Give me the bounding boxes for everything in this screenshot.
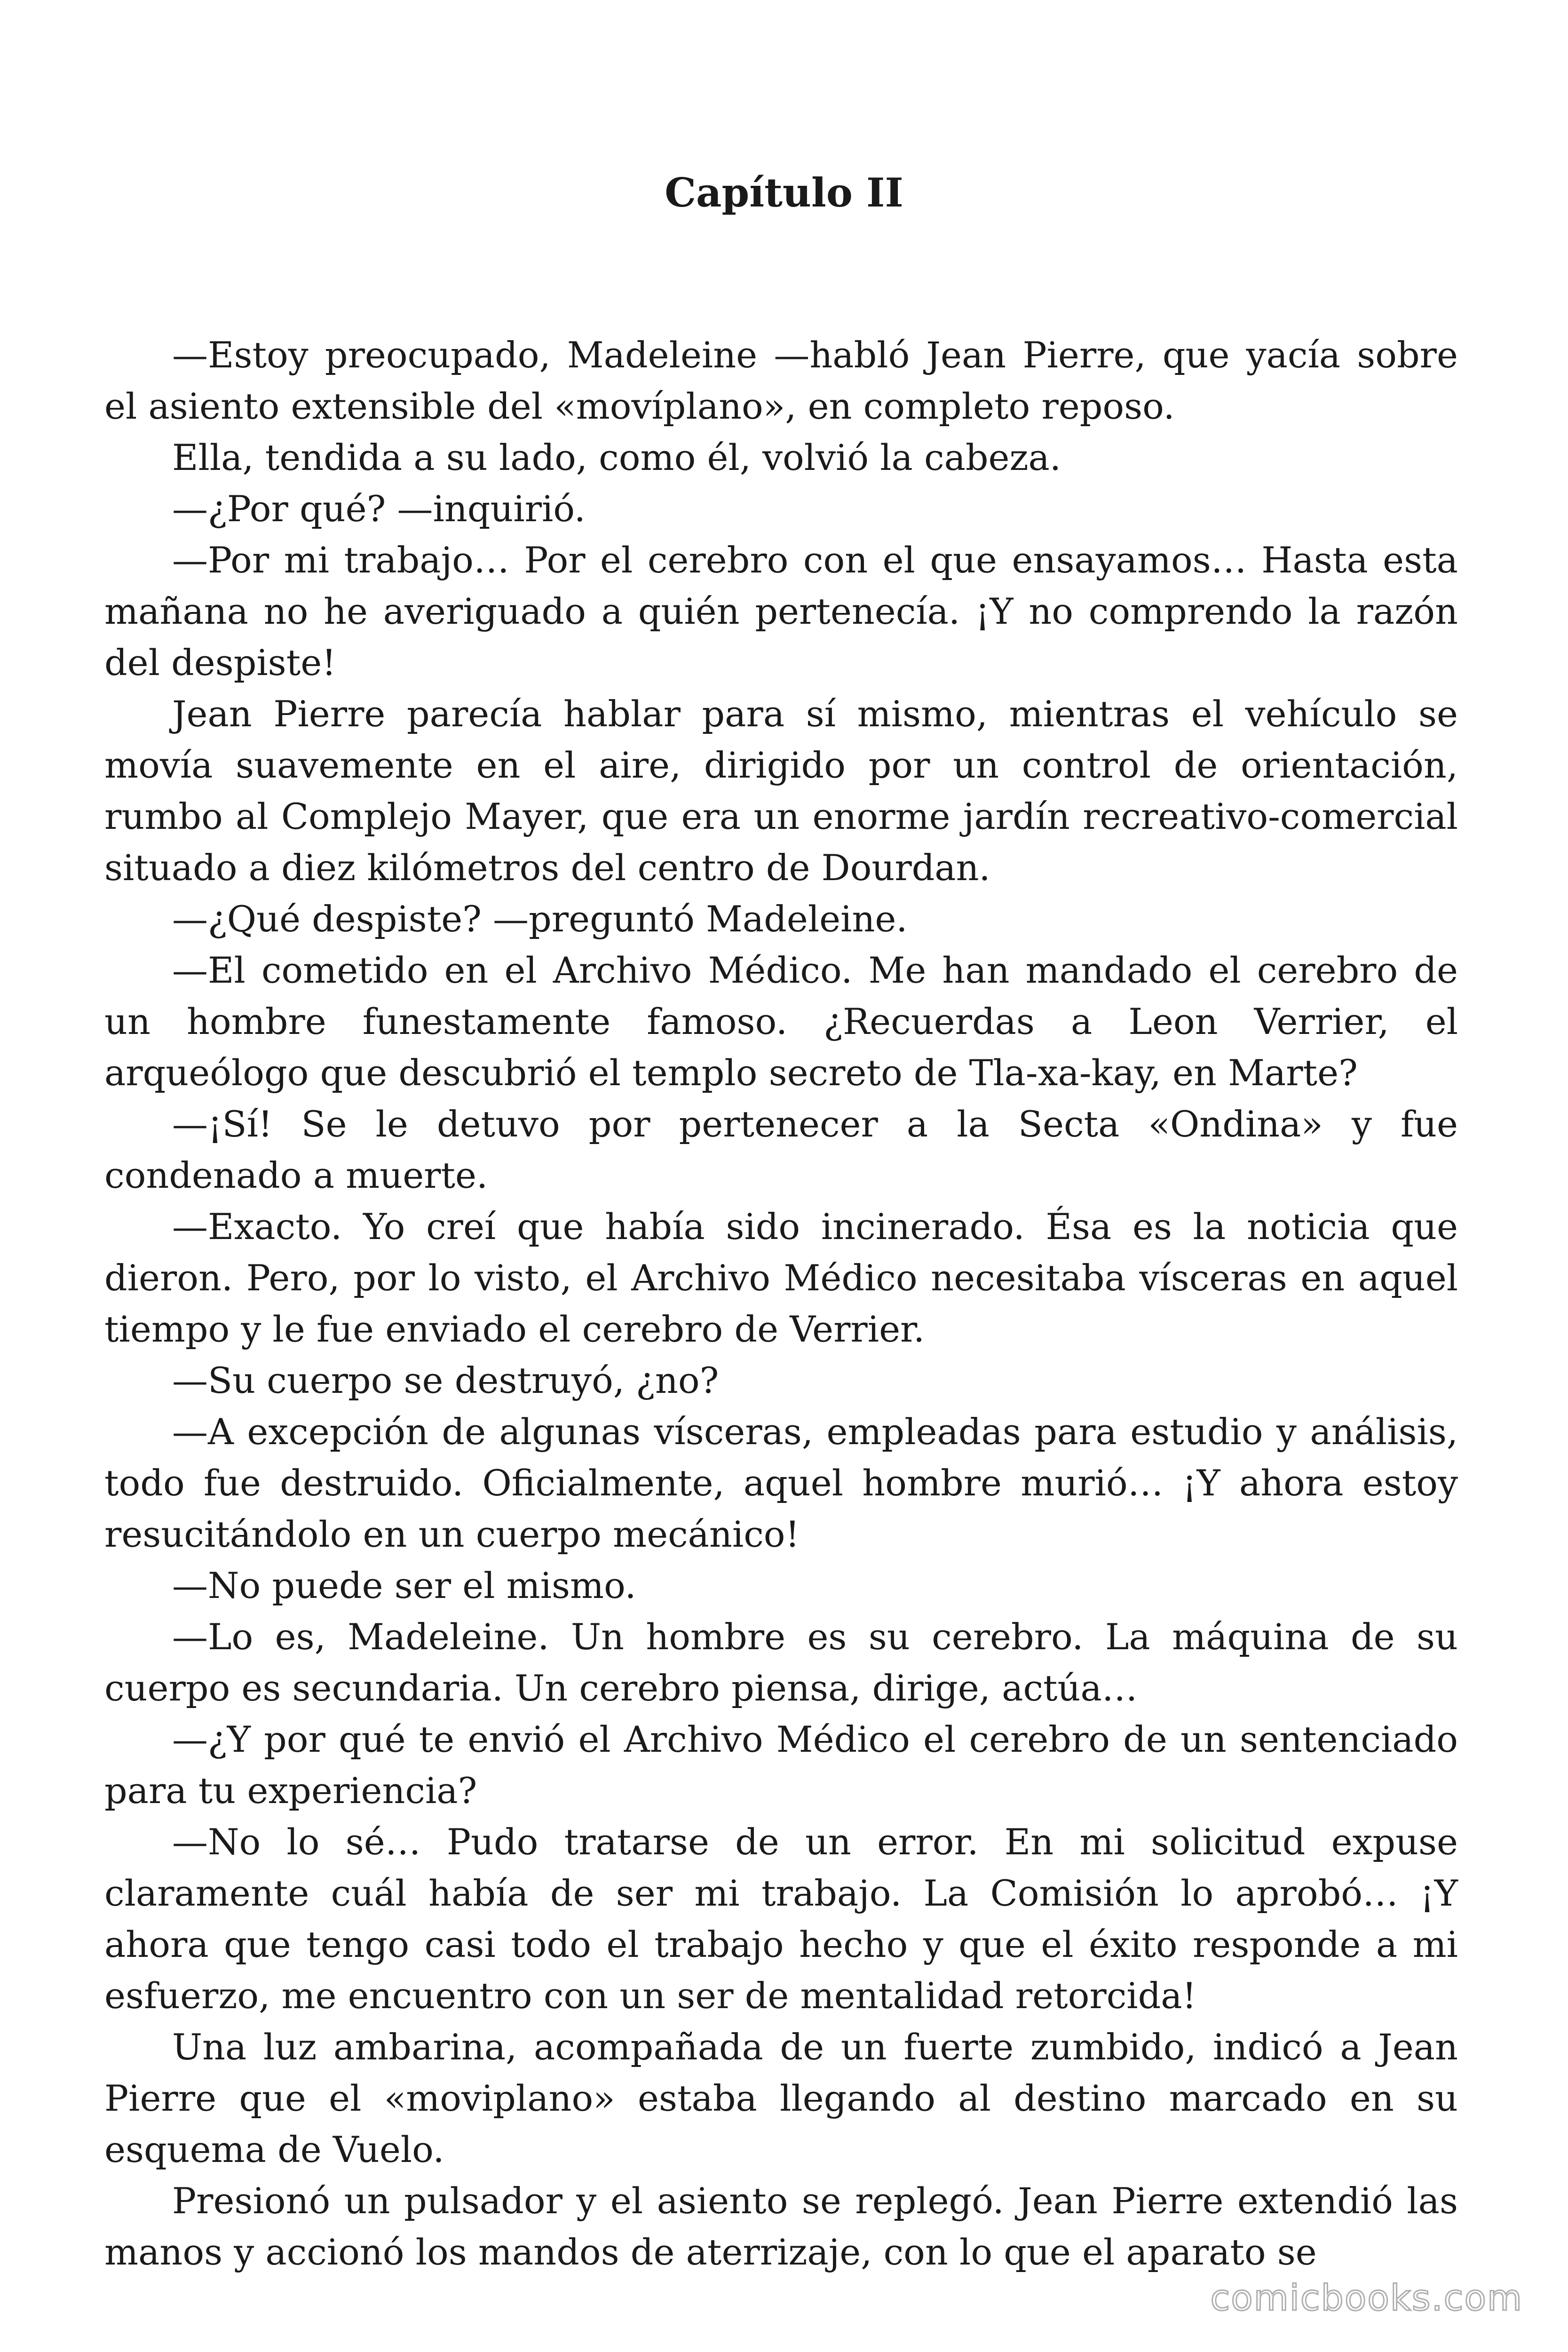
watermark: comicbooks.com xyxy=(1210,2277,1523,2319)
paragraph: —¿Por qué? —inquirió. xyxy=(172,488,586,530)
paragraph: —Exacto. Yo creí que había sido incinerado. Ésa es la noticia que dieron. Pero, por lo visto, el Archivo Médico necesitaba vísceras en aquel tiempo y le fue enviado el cerebro de Verrier. xyxy=(104,1206,1458,1350)
paragraph: —¿Qué despiste? —preguntó Madeleine. xyxy=(172,898,908,940)
paragraph: Una luz ambarina, acompañada de un fuerte zumbido, indicó a Jean Pierre que el «moviplano» estaba llegando al destino marcado en su esquema de Vuelo. xyxy=(104,2026,1458,2170)
paragraph: —¡Sí! Se le detuvo por pertenecer a la Secta «Ondina» y fue condenado a muerte. xyxy=(104,1103,1458,1196)
paragraph: —Lo es, Madeleine. Un hombre es su cerebro. La máquina de su cuerpo es secundaria. Un cerebro piensa, dirige, actúa… xyxy=(104,1616,1458,1709)
paragraph: —No lo sé… Pudo tratarse de un error. En mi solicitud expuse claramente cuál había de ser mi trabajo. La Comisión lo aprobó… ¡Y ahora que tengo casi todo el trabajo hecho y que el éxito responde a mi esfuerzo, me encuentro con un ser de mentalidad retorcida! xyxy=(104,1821,1458,2017)
paragraph: Presionó un pulsador y el asiento se replegó. Jean Pierre extendió las manos y accionó los mandos de aterrizaje, con lo que el aparato se xyxy=(104,2180,1458,2273)
paragraph: Jean Pierre parecía hablar para sí mismo, mientras el vehículo se movía suavemente en el aire, dirigido por un control de orientación, rumbo al Complejo Mayer, que era un enorme jardín recreativo-comercial situado a diez kilómetros del centro de Dourdan. xyxy=(104,693,1458,889)
body-text xyxy=(104,329,1458,2278)
paragraph: —Estoy preocupado, Madeleine —habló Jean Pierre, que yacía sobre el asiento extensible del «movíplano», en completo reposo. xyxy=(104,334,1458,427)
paragraph: Ella, tendida a su lado, como él, volvió la cabeza. xyxy=(172,437,1061,478)
paragraph: —Por mi trabajo… Por el cerebro con el que ensayamos… Hasta esta mañana no he averiguado a quién pertenecía. ¡Y no comprendo la razón del despiste! xyxy=(104,539,1458,683)
paragraph: —El cometido en el Archivo Médico. Me han mandado el cerebro de un hombre funestamente famoso. ¿Recuerdas a Leon Verrier, el arqueólogo que descubrió el templo secreto de Tla-xa-kay, en Marte? xyxy=(104,949,1458,1094)
paragraph: —Su cuerpo se destruyó, ¿no? xyxy=(172,1359,719,1401)
paragraph: —A excepción de algunas vísceras, empleadas para estudio y análisis, todo fue destruido. Oficialmente, aquel hombre murió… ¡Y ahora estoy resucitándolo en un cuerpo mecánico! xyxy=(104,1411,1458,1555)
paragraph: —¿Y por qué te envió el Archivo Médico el cerebro de un sentenciado para tu experiencia? xyxy=(104,1718,1458,1812)
paragraph: —No puede ser el mismo. xyxy=(172,1565,636,1606)
chapter-title: Capítulo II xyxy=(665,169,903,216)
